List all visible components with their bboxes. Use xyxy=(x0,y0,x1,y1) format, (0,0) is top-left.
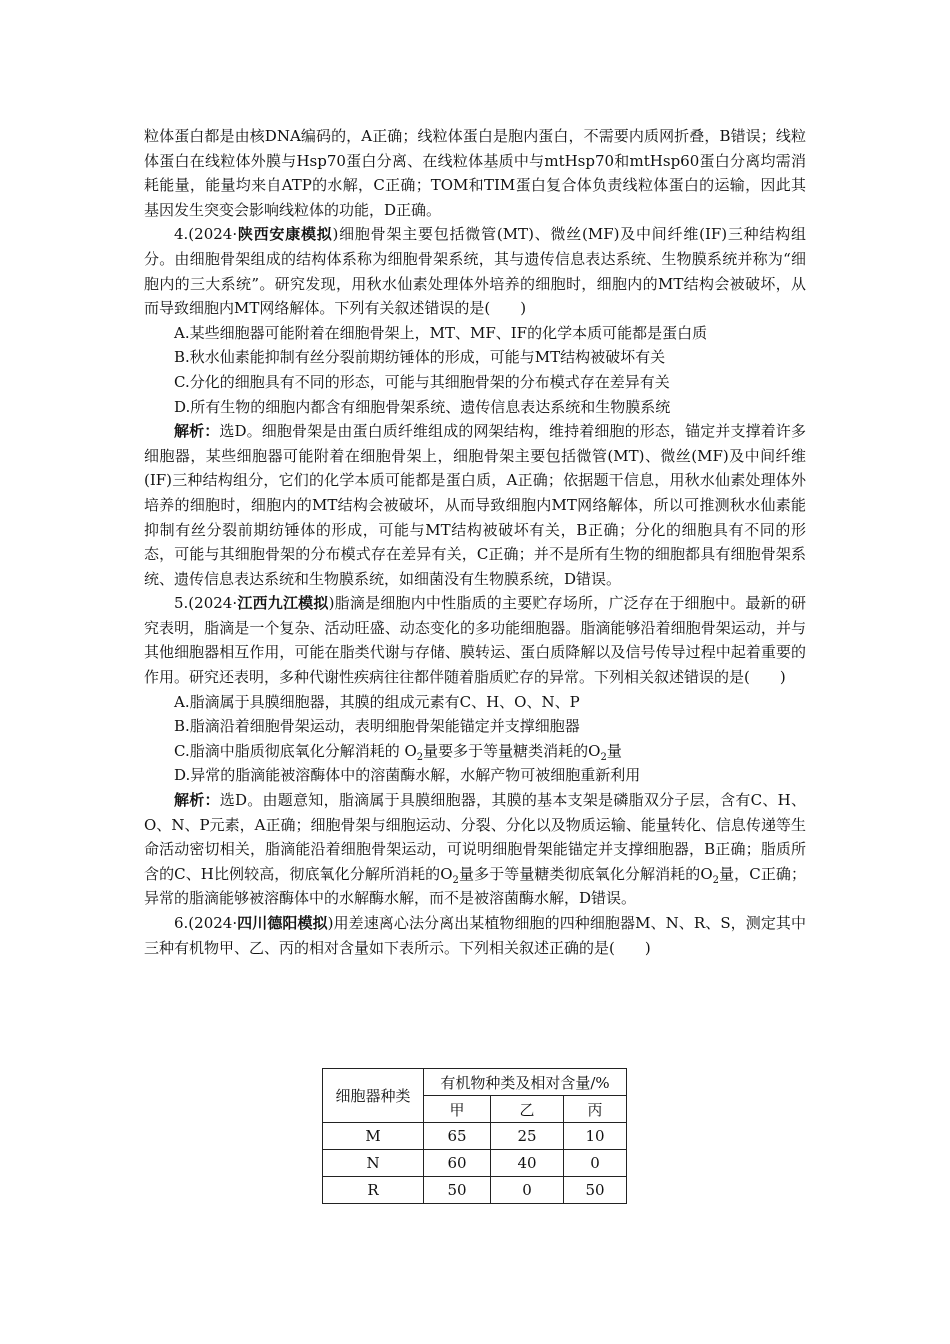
analysis-label: 解析： xyxy=(174,422,220,441)
question-6-source: 四川德阳模拟 xyxy=(237,914,328,932)
question-4-option-c: C.分化的细胞具有不同的形态，可能与其细胞骨架的分布模式存在差异有关 xyxy=(174,372,670,391)
table-col-header: 丙 xyxy=(564,1096,627,1123)
table-cell: 25 xyxy=(491,1123,564,1150)
question-6-stem: 6.(2024·四川德阳模拟)用差速离心法分离出某植物细胞的四种细胞器M、N、R、S，测定其中三种有机物甲、乙、丙的相对含量如下表所示。下列相关叙述正确的是( ) xyxy=(144,914,806,957)
analysis-label: 解析： xyxy=(174,791,220,810)
table-group-header: 有机物种类及相对含量/% xyxy=(424,1069,627,1096)
table-row xyxy=(323,1123,627,1150)
table-col-header: 乙 xyxy=(491,1096,564,1123)
question-5-option-a: A.脂滴属于具膜细胞器，其膜的组成元素有C、H、O、N、P xyxy=(174,692,580,711)
table-cell-name: R xyxy=(323,1177,424,1204)
question-4-option-a: A.某些细胞器可能附着在细胞骨架上，MT、MF、IF的化学本质可能都是蛋白质 xyxy=(174,323,708,342)
question-4-stem: 4.(2024·陕西安康模拟)细胞骨架主要包括微管(MT)、微丝(MF)及中间纤维(IF)三种结构组分。由细胞骨架组成的结构体系称为细胞骨架系统，其与遗传信息表达系统、生物膜系统并称为“细胞内的三大系统”。研究发现，用秋水仙素处理体外培养的细胞时，细胞内的MT结构会被破坏，从而导致细胞内MT网络解体。下列有关叙述错误的是( ) xyxy=(144,225,806,318)
question-5-option-b: B.脂滴沿着细胞骨架运动，表明细胞骨架能锚定并支撑细胞器 xyxy=(174,717,580,736)
table-cell: 50 xyxy=(424,1177,491,1204)
table-cell: 60 xyxy=(424,1150,491,1177)
question-4-analysis: 解析：选D。细胞骨架是由蛋白质纤维组成的网架结构，维持着细胞的形态，锚定并支撑着许多细胞器，某些细胞器可能附着在细胞骨架上，细胞骨架主要包括微管(MT)、微丝(MF)及中间纤维(IF)三种结构组分，它们的化学本质可能都是蛋白质，A正确；依据题干信息，用秋水仙素处理体外培养的细胞时，细胞内的MT结构会被破坏，从而导致细胞内MT网络解体，所以可推测秋水仙素能抑制有丝分裂前期纺锤体的形成，可能与MT结构被破坏有关，B正确；分化的细胞具有不同的形态，可能与其细胞骨架的分布模式存在差异有关，C正确；并不是所有生物的细胞都具有细胞骨架系统、遗传信息表达系统和生物膜系统，如细菌没有生物膜系统，D错误。 xyxy=(144,422,806,588)
question-4-source: 陕西安康模拟 xyxy=(237,225,333,244)
table-cell: 50 xyxy=(564,1177,627,1204)
table-cell: 0 xyxy=(564,1150,627,1177)
table-header-row xyxy=(323,1069,627,1096)
table-row-header: 细胞器种类 xyxy=(323,1069,424,1123)
question-5-option-c: C.脂滴中脂质彻底氧化分解消耗的 $O_2$量要多于等量糖类消耗的$O_2$量 xyxy=(174,741,622,763)
question-5-source: 江西九江模拟 xyxy=(237,594,329,613)
organelle-content-table xyxy=(322,1068,627,1204)
question-5-analysis: 解析：选D。由题意知，脂滴属于具膜细胞器，其膜的基本支架是磷脂双分子层，含有C、H、O、N、P元素，A正确；细胞骨架与细胞运动、分裂、分化以及物质运输、能量转化、信息传递等生命活动密切相关，脂滴能沿着细胞骨架运动，可说明细胞骨架能锚定并支撑细胞器，B正确；脂质所含的C、H比例较高，彻底氧化分解所消耗的$O_2$量多于等量糖类彻底氧化分解消耗的$O_2$量，C正确；异常的脂滴能够被溶酶体中的水解酶水解，而不是被溶菌酶水解，D错误。 xyxy=(144,791,806,908)
question-5-stem: 5.(2024·江西九江模拟)脂滴是细胞内中性脂质的主要贮存场所，广泛存在于细胞中。最新的研究表明，脂滴是一个复杂、活动旺盛、动态变化的多功能细胞器。脂滴能够沿着细胞骨架运动，并与其他细胞器相互作用，可能在脂类代谢与存储、膜转运、蛋白质降解以及信号传导过程中起着重要的作用。研究还表明，多种代谢性疾病往往都伴随着脂质贮存的异常。下列相关叙述错误的是( ) xyxy=(144,594,806,687)
organelle-table-wrapper xyxy=(322,1068,627,1204)
table-cell-name: N xyxy=(323,1150,424,1177)
question-4-option-d: D.所有生物的细胞内都含有细胞骨架系统、遗传信息表达系统和生物膜系统 xyxy=(174,397,671,416)
table-cell: 10 xyxy=(564,1123,627,1150)
table-cell: 0 xyxy=(491,1177,564,1204)
document-body xyxy=(144,124,806,960)
question-4-option-b: B.秋水仙素能抑制有丝分裂前期纺锤体的形成，可能与MT结构被破坏有关 xyxy=(174,348,666,367)
table-cell-name: M xyxy=(323,1123,424,1150)
table-cell: 65 xyxy=(424,1123,491,1150)
table-col-header: 甲 xyxy=(424,1096,491,1123)
table-cell: 40 xyxy=(491,1150,564,1177)
paragraph-continued-analysis: 粒体蛋白都是由核DNA编码的，A正确；线粒体蛋白是胞内蛋白，不需要内质网折叠，B错误；线粒体蛋白在线粒体外膜与Hsp70蛋白分离、在线粒体基质中与mtHsp70和mtHsp60蛋白分离均需消耗能量，能量均来自ATP的水解，C正确；TOM和TIM蛋白复合体负责线粒体蛋白的运输，因此其基因发生突变会影响线粒体的功能，D正确。 xyxy=(144,127,806,219)
table-row xyxy=(323,1150,627,1177)
table-row xyxy=(323,1177,627,1204)
question-5-option-d: D.异常的脂滴能被溶酶体中的溶菌酶水解，水解产物可被细胞重新利用 xyxy=(174,766,641,785)
